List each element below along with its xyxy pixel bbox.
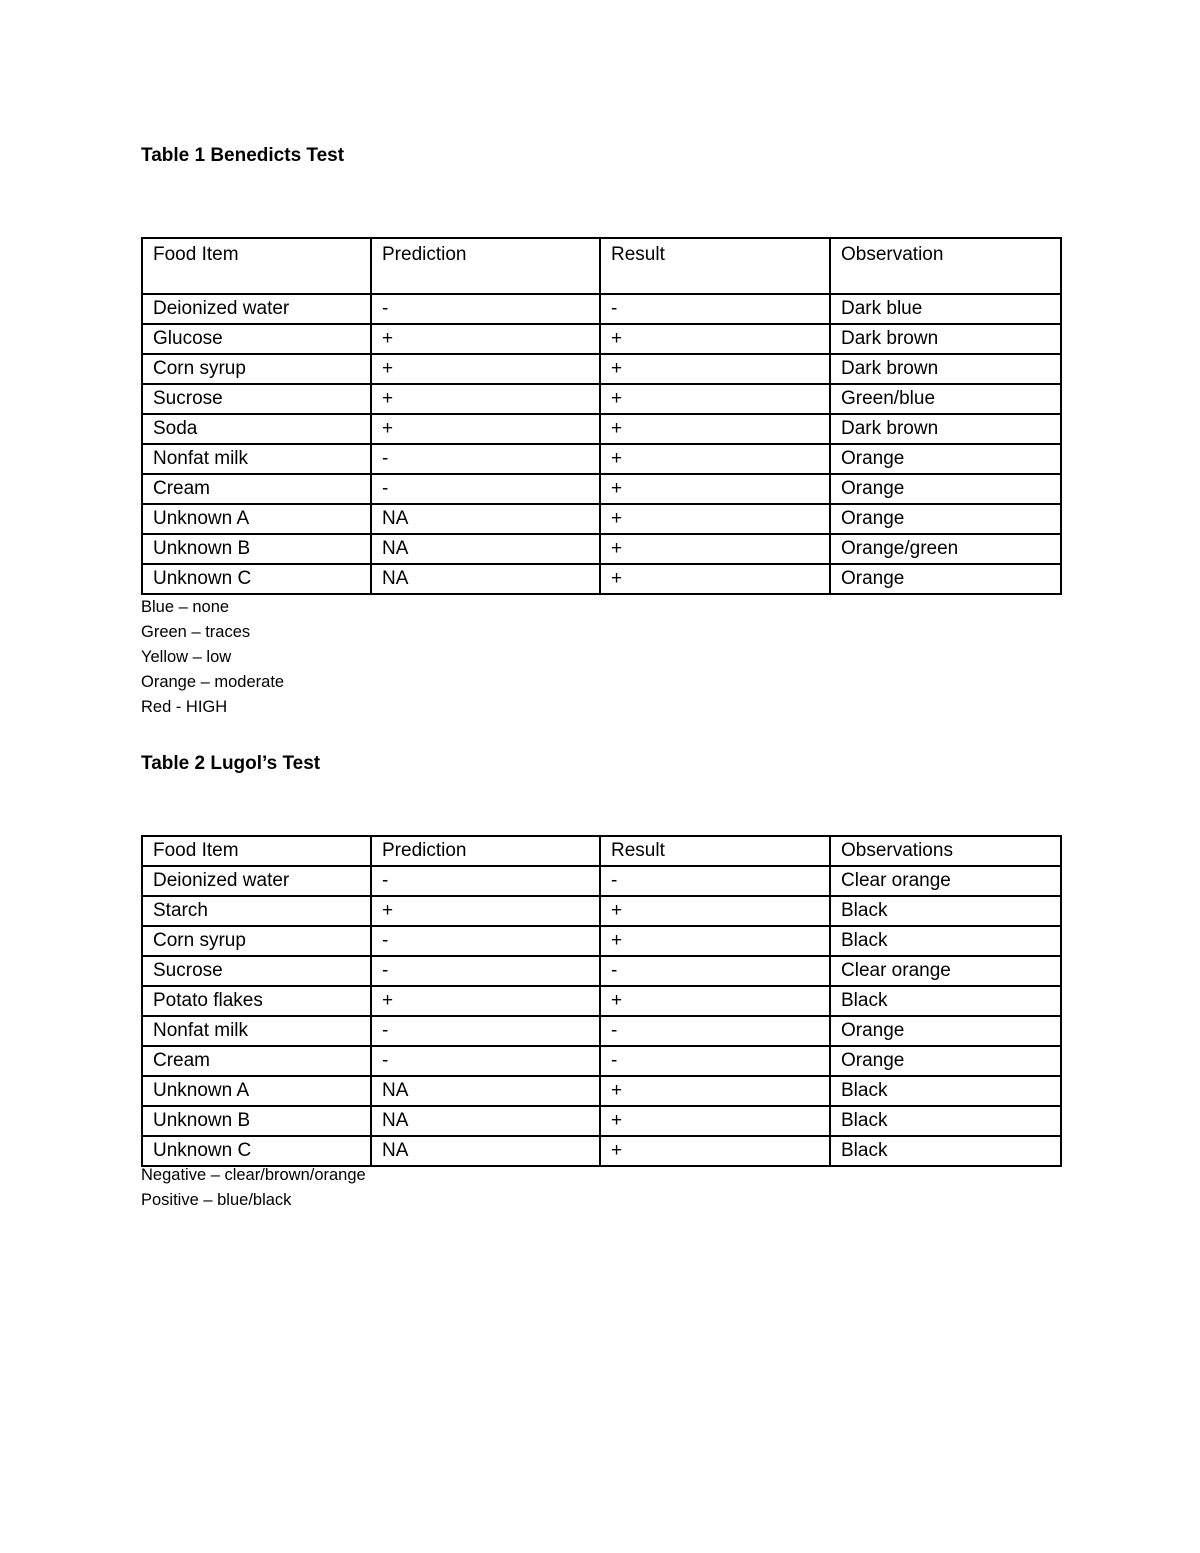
observation-cell: Dark brown [830,414,1061,444]
observation-cell: Orange [830,504,1061,534]
prediction-cell: - [371,294,600,324]
observation-cell: Black [830,1076,1061,1106]
table-row [142,444,1061,474]
food-item-cell: Unknown B [142,1106,371,1136]
observation-cell: Black [830,1106,1061,1136]
header-cell: Observation [830,238,1061,294]
prediction-cell: - [371,866,600,896]
food-item-cell: Sucrose [142,384,371,414]
food-item-cell: Unknown A [142,1076,371,1106]
lugols-result-legend [141,1163,366,1213]
result-cell: + [600,444,830,474]
lugols-test-table [141,835,1062,1167]
table-row [142,1076,1061,1106]
header-cell: Prediction [371,238,600,294]
table-row [142,1016,1061,1046]
observation-cell: Black [830,896,1061,926]
observation-cell: Clear orange [830,956,1061,986]
food-item-cell: Corn syrup [142,926,371,956]
food-item-cell: Unknown A [142,504,371,534]
table-header-row [142,238,1061,294]
result-cell: + [600,1136,830,1166]
table-row [142,866,1061,896]
legend-line: Positive – blue/black [141,1191,292,1209]
result-cell: + [600,564,830,594]
observation-cell: Black [830,1136,1061,1166]
legend-line: Orange – moderate [141,673,285,691]
food-item-cell: Potato flakes [142,986,371,1016]
food-item-cell: Unknown B [142,534,371,564]
result-cell: - [600,956,830,986]
result-cell: + [600,896,830,926]
food-item-cell: Deionized water [142,294,371,324]
food-item-cell: Cream [142,1046,371,1076]
table-row [142,534,1061,564]
table-row [142,414,1061,444]
table2-title: Table 2 Lugol’s Test [141,753,321,774]
table-row [142,294,1061,324]
result-cell: + [600,504,830,534]
prediction-cell: NA [371,534,600,564]
prediction-cell: + [371,324,600,354]
result-cell: - [600,1046,830,1076]
table-row [142,324,1061,354]
benedicts-test-table [141,237,1062,595]
food-item-cell: Unknown C [142,564,371,594]
table-row [142,896,1061,926]
prediction-cell: - [371,1016,600,1046]
food-item-cell: Sucrose [142,956,371,986]
food-item-cell: Glucose [142,324,371,354]
table-row [142,564,1061,594]
observation-cell: Black [830,926,1061,956]
food-item-cell: Nonfat milk [142,1016,371,1046]
header-cell: Prediction [371,836,600,866]
observation-cell: Dark blue [830,294,1061,324]
header-cell: Food Item [142,836,371,866]
legend-line: Green – traces [141,623,251,641]
prediction-cell: NA [371,1106,600,1136]
prediction-cell: - [371,474,600,504]
result-cell: + [600,926,830,956]
header-cell: Result [600,836,830,866]
table-row [142,384,1061,414]
food-item-cell: Starch [142,896,371,926]
result-cell: + [600,384,830,414]
result-cell: - [600,866,830,896]
benedicts-color-legend [141,595,284,720]
observation-cell: Orange [830,1016,1061,1046]
table-row [142,1106,1061,1136]
food-item-cell: Deionized water [142,866,371,896]
result-cell: + [600,986,830,1016]
prediction-cell: NA [371,504,600,534]
result-cell: + [600,414,830,444]
table-row [142,1136,1061,1166]
observation-cell: Dark brown [830,354,1061,384]
observation-cell: Clear orange [830,866,1061,896]
result-cell: - [600,294,830,324]
legend-line: Yellow – low [141,648,232,666]
prediction-cell: + [371,896,600,926]
table-row [142,926,1061,956]
result-cell: - [600,1016,830,1046]
table-row [142,504,1061,534]
prediction-cell: - [371,926,600,956]
legend-line: Red - HIGH [141,698,228,716]
prediction-cell: - [371,956,600,986]
table-row [142,956,1061,986]
food-item-cell: Nonfat milk [142,444,371,474]
observation-cell: Orange/green [830,534,1061,564]
food-item-cell: Corn syrup [142,354,371,384]
observation-cell: Orange [830,1046,1061,1076]
prediction-cell: + [371,354,600,384]
observation-cell: Orange [830,444,1061,474]
table1-title: Table 1 Benedicts Test [141,145,345,166]
result-cell: + [600,1076,830,1106]
legend-line: Negative – clear/brown/orange [141,1166,366,1184]
observation-cell: Black [830,986,1061,1016]
food-item-cell: Soda [142,414,371,444]
header-cell: Result [600,238,830,294]
legend-line: Blue – none [141,598,230,616]
prediction-cell: - [371,444,600,474]
header-cell: Food Item [142,238,371,294]
table-row [142,354,1061,384]
result-cell: + [600,324,830,354]
table-header-row [142,836,1061,866]
table-row [142,986,1061,1016]
observation-cell: Dark brown [830,324,1061,354]
observation-cell: Orange [830,564,1061,594]
result-cell: + [600,474,830,504]
observation-cell: Orange [830,474,1061,504]
table-row [142,474,1061,504]
prediction-cell: NA [371,1136,600,1166]
table-row [142,1046,1061,1076]
header-cell: Observations [830,836,1061,866]
prediction-cell: + [371,414,600,444]
result-cell: + [600,534,830,564]
prediction-cell: + [371,384,600,414]
prediction-cell: - [371,1046,600,1076]
prediction-cell: NA [371,1076,600,1106]
result-cell: + [600,354,830,384]
food-item-cell: Cream [142,474,371,504]
prediction-cell: NA [371,564,600,594]
result-cell: + [600,1106,830,1136]
observation-cell: Green/blue [830,384,1061,414]
food-item-cell: Unknown C [142,1136,371,1166]
prediction-cell: + [371,986,600,1016]
